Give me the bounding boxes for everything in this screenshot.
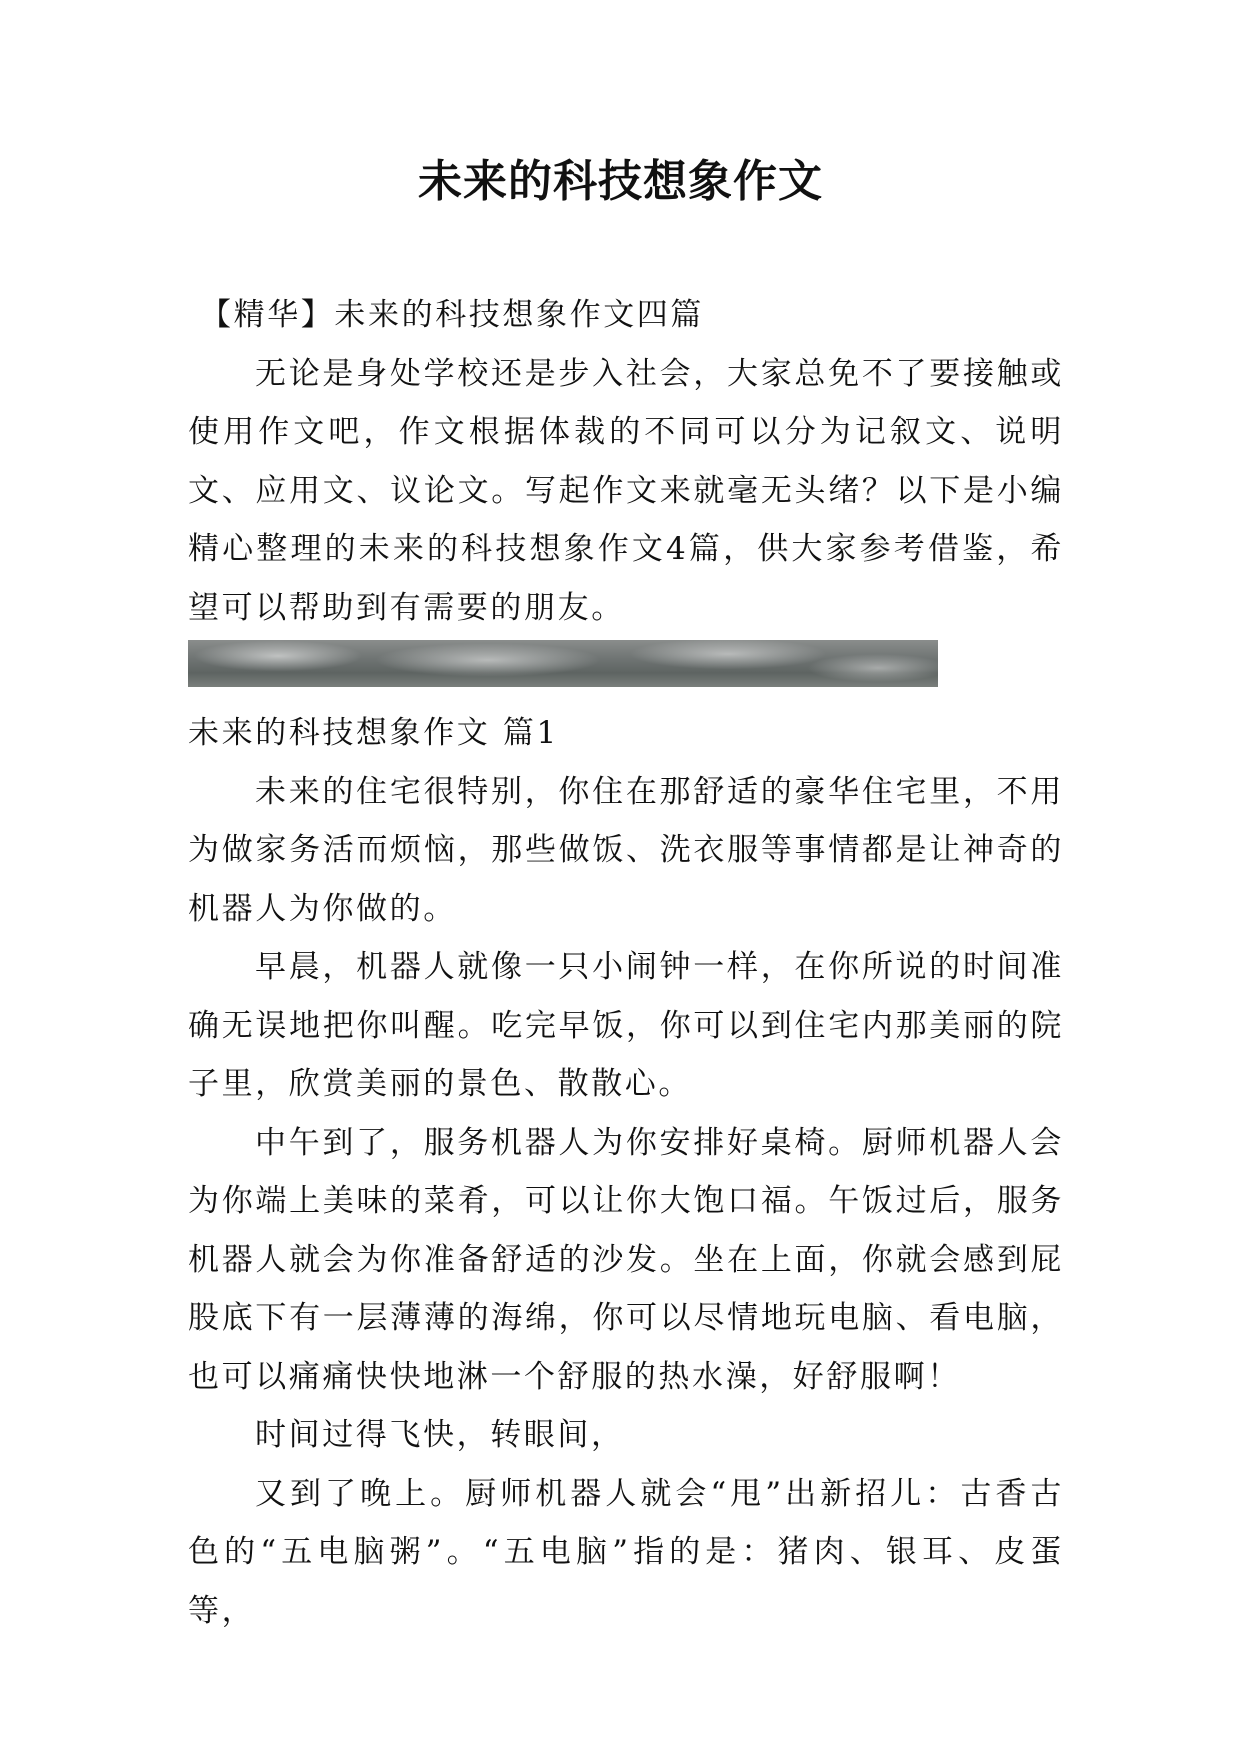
body-paragraph: 时间过得飞快，转眼间， [255,1417,625,1453]
lead-line: 【精华】未来的科技想象作文四篇 [200,297,704,333]
document-body [188,286,1064,1640]
body-paragraph: 中午到了，服务机器人为你安排好桌椅。厨师机器人会为你端上美味的菜肴，可以让你大饱口福。午饭过后，服务机器人就会为你准备舒适的沙发。坐在上面，你就会感到屁股底下有一层薄薄的海绵，你可以尽情地玩电脑、看电脑，也可以痛痛快快地淋一个舒服的热水澡，好舒服啊！ [188,1124,1064,1395]
body-paragraph: 早晨，机器人就像一只小闹钟一样，在你所说的时间准确无误地把你叫醒。吃完早饭，你可以到住宅内那美丽的院子里，欣赏美丽的景色、散散心。 [188,949,1064,1102]
section-heading: 未来的科技想象作文 篇1 [188,715,559,751]
body-paragraph: 未来的住宅很特别，你住在那舒适的豪华住宅里，不用为做家务活而烦恼，那些做饭、洗衣服等事情都是让神奇的机器人为你做的。 [188,773,1064,927]
intro-paragraph: 无论是身处学校还是步入社会，大家总免不了要接触或使用作文吧，作文根据体裁的不同可以分为记叙文、说明文、应用文、议论文。写起作文来就毫无头绪？以下是小编精心整理的未来的科技想象作文4篇，供大家参考借鉴，希望可以帮助到有需要的朋友。 [188,355,1064,626]
document-title: 未来的科技想象作文 [418,156,823,207]
body-paragraph: 又到了晚上。厨师机器人就会“甩”出新招儿：古香古色的“五电脑粥”。“五电脑”指的是：猪肉、银耳、皮蛋等， [188,1475,1064,1629]
cloud-image [188,640,938,687]
